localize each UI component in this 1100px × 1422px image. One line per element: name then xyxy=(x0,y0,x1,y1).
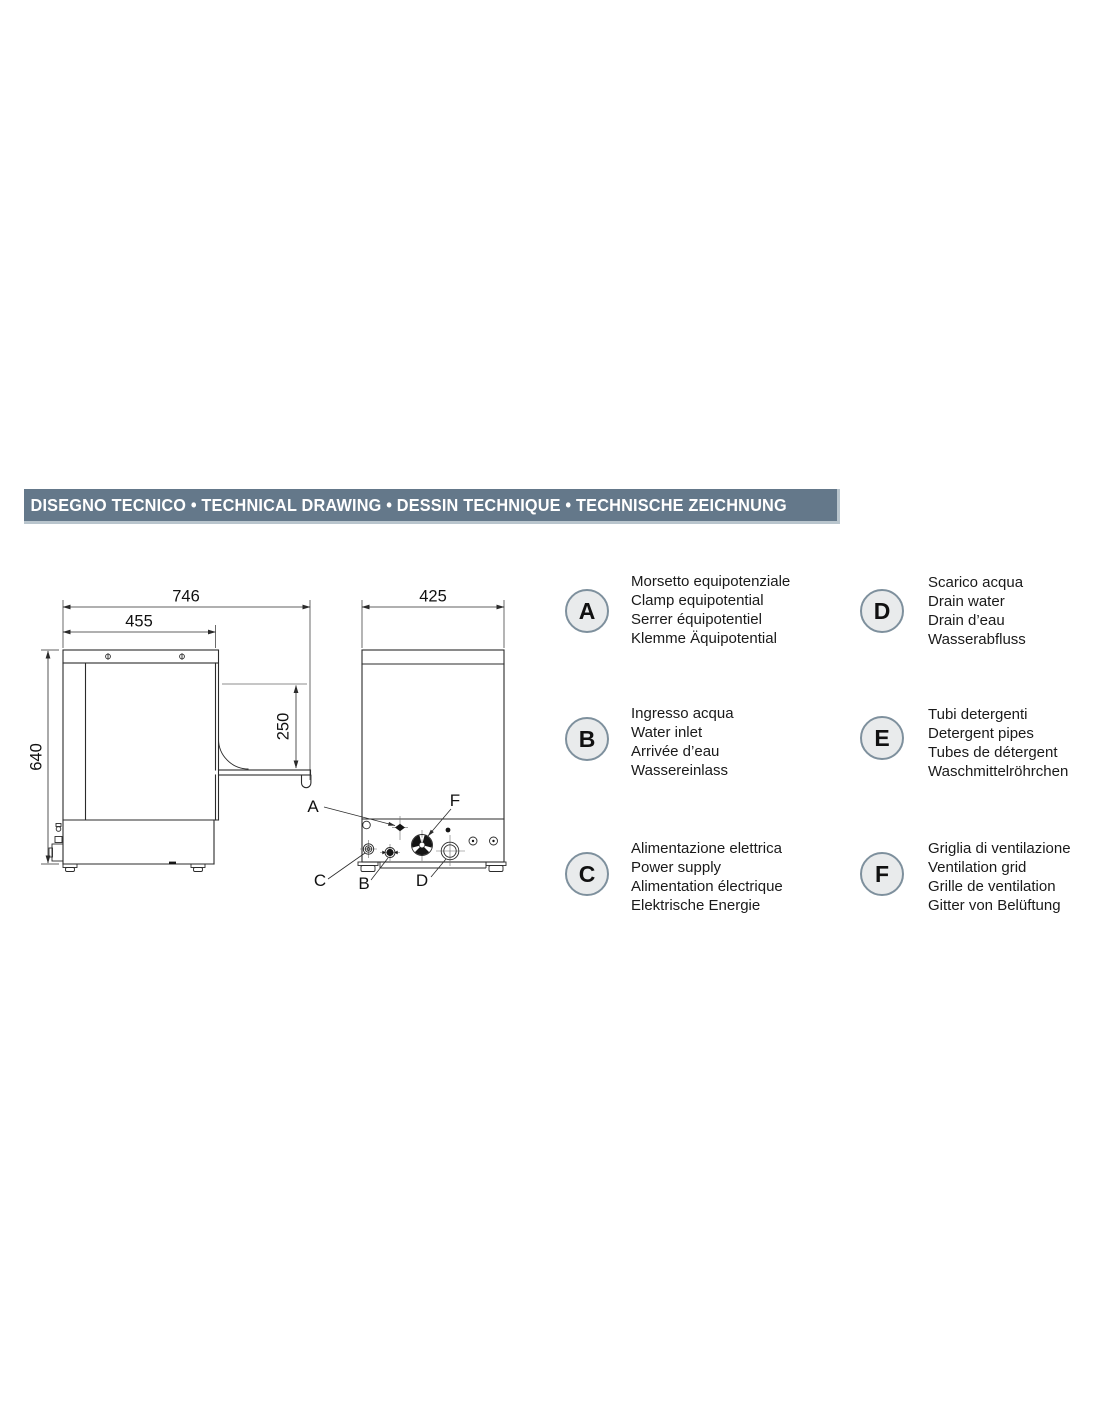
legend-line: Morsetto equipotenziale xyxy=(631,573,791,590)
legend-line: Tubi detergenti xyxy=(928,706,1028,723)
legend-badge-letter: B xyxy=(578,725,596,752)
legend-item-b xyxy=(631,704,734,780)
legend-badge-b xyxy=(565,717,609,761)
legend-item-d xyxy=(928,573,1026,649)
legend-line: Klemme Äquipotential xyxy=(631,630,777,647)
legend-line: Drain water xyxy=(928,593,1005,610)
legend-line: Wasserabfluss xyxy=(928,631,1026,648)
callout-c-label: C xyxy=(313,871,327,890)
legend-badge-a xyxy=(565,589,609,633)
callout-f-label: F xyxy=(449,791,461,810)
legend-item-c xyxy=(631,839,783,915)
dimension-height: 640 xyxy=(27,743,46,771)
dimension-body-depth: 455 xyxy=(125,612,153,631)
callout-d-label: D xyxy=(415,871,429,890)
legend-line: Wassereinlass xyxy=(631,762,728,779)
legend-line: Power supply xyxy=(631,859,722,876)
legend-line: Tubes de détergent xyxy=(928,744,1058,761)
legend-line: Alimentazione elettrica xyxy=(631,840,782,857)
legend-line: Drain d’eau xyxy=(928,612,1005,629)
legend-badge-d xyxy=(860,589,904,633)
legend-badge-e xyxy=(860,716,904,760)
legend-item-f xyxy=(928,839,1071,915)
legend-badge-letter: D xyxy=(873,597,891,624)
rear-view-drawing xyxy=(307,588,506,894)
legend-item-a xyxy=(631,572,790,648)
side-view-drawing xyxy=(28,588,311,872)
legend-line: Ventilation grid xyxy=(928,859,1027,876)
legend-line: Serrer équipotentiel xyxy=(631,611,762,628)
legend-line: Arrivée d’eau xyxy=(631,743,720,760)
legend-line: Detergent pipes xyxy=(928,725,1034,742)
dimension-total-depth: 746 xyxy=(172,587,200,606)
legend-line: Alimentation électrique xyxy=(631,878,783,895)
legend-line: Water inlet xyxy=(631,724,703,741)
dimension-width: 425 xyxy=(419,587,447,606)
legend-line: Griglia di ventilazione xyxy=(928,840,1071,857)
dimension-door-open-height: 250 xyxy=(274,712,293,741)
legend-line: Elektrische Energie xyxy=(631,897,761,914)
legend-badge-letter: C xyxy=(578,860,596,887)
callout-a-label: A xyxy=(307,797,319,816)
legend-line: Waschmittelröhrchen xyxy=(928,763,1069,780)
legend-badge-letter: A xyxy=(578,597,596,624)
legend-line: Ingresso acqua xyxy=(631,705,734,722)
legend-line: Clamp equipotential xyxy=(631,592,764,609)
callout-b-label: B xyxy=(358,874,370,893)
legend-badge-c xyxy=(565,852,609,896)
legend-badge-letter: E xyxy=(874,724,890,751)
section-title: DISEGNO TECNICO • TECHNICAL DRAWING • DESSIN TECHNIQUE • TECHNISCHE ZEICHNUNG xyxy=(30,494,787,515)
legend-item-e xyxy=(928,705,1068,781)
legend-badge-letter: F xyxy=(874,860,890,887)
legend-badge-f xyxy=(860,852,904,896)
legend-line: Scarico acqua xyxy=(928,574,1024,591)
legend-line: Grille de ventilation xyxy=(928,878,1056,895)
legend-line: Gitter von Belüftung xyxy=(928,897,1061,914)
